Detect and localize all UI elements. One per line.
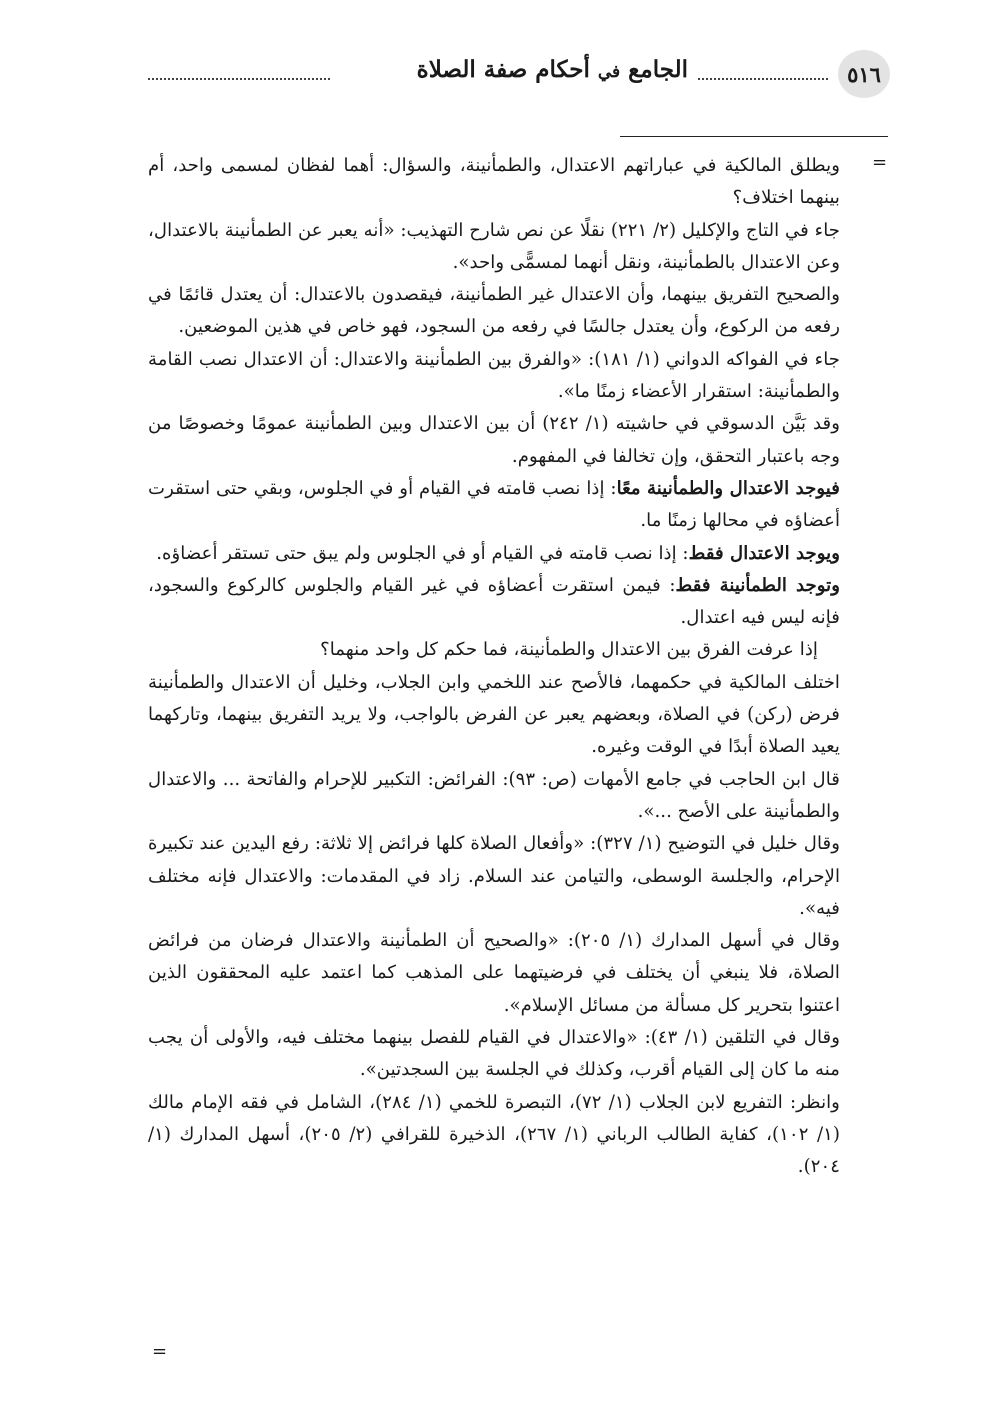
- bold-lead: فيوجد الاعتدال والطمأنينة معًا: [616, 477, 840, 499]
- footnote-paragraph: وانظر: التفريع لابن الجلاب (١/ ٧٢)، التبصرة للخمي (١/ ٢٨٤)، الشامل في فقه الإمام مالك (١/ ١٠٢)، كفاية الطالب الرباني (١/ ٢٦٧)، الذخيرة للقرافي (٢/ ٢٠٥)، أسهل المدارك (١/ ٢٠٤).: [148, 1091, 841, 1178]
- page-header: [148, 50, 890, 98]
- footnote-paragraph: وقد بَيَّن الدسوقي في حاشيته (١/ ٢٤٢) أن بين الاعتدال وبين الطمأنينة عمومًا وخصوصًا من وجه باعتبار التحقق، وإن تخالفا في المفهوم.: [148, 413, 840, 467]
- footnote-paragraph: وقال خليل في التوضيح (١/ ٣٢٧): «وأفعال الصلاة كلها فرائض إلا ثلاثة: رفع اليدين عند تكبيرة الإحرام، والجلسة الوسطى، والتيامن عند السلام. زاد في المقدمات: والاعتدال فإنه مختلف فيه».: [148, 833, 840, 919]
- book-title: [417, 56, 688, 83]
- footnote-paragraph: إذا عرفت الفرق بين الاعتدال والطمأنينة، فما حكم كل واحد منهما؟: [320, 639, 818, 661]
- footnote-paragraph: وقال في أسهل المدارك (١/ ٢٠٥): «والصحيح أن الطمأنينة والاعتدال فرضان من فرائض الصلاة، فلا ينبغي أن يختلف في فرضيتهما على المذهب كما اعتمد عليه المحققون الذين اعتنوا بتحرير كل مسألة من مسائل الإسلام».: [148, 930, 840, 1016]
- footnote-continuation-mark: =: [872, 152, 888, 173]
- footnote-paragraph: ويطلق المالكية في عباراتهم الاعتدال، والطمأنينة، والسؤال: أهما لفظان لمسمى واحد، أم بينهما اختلاف؟: [148, 155, 840, 209]
- footnote-body: [148, 150, 840, 1184]
- header-dotted-leader-left: [148, 78, 330, 80]
- footnote-end-continuation-mark: =: [152, 1341, 168, 1362]
- header-dotted-leader-right: [698, 78, 828, 80]
- footnote-paragraph: قال ابن الحاجب في جامع الأمهات (ص: ٩٣): الفرائض: التكبير للإحرام والفاتحة ... والاعتدال والطمأنينة على الأصح ...».: [148, 768, 840, 822]
- bold-lead: وتوجد الطمأنينة فقط: [675, 574, 840, 596]
- book-title-connector: في: [597, 62, 621, 82]
- footnote-paragraph: جاء في التاج والإكليل (٢/ ٢٢١) نقلًا عن نص شارح التهذيب: «أنه يعبر عن الطمأنينة بالاعتدال، وعن الاعتدال بالطمأنينة، ونقل أنهما لمسمًّى واحد».: [148, 219, 840, 273]
- footnote-paragraph: وتوجد الطمأنينة فقط: فيمن استقرت أعضاؤه في غير القيام والجلوس كالركوع والسجود، فإنه ليس فيه اعتدال.: [148, 574, 840, 629]
- book-title-rest: أحكام صفة الصلاة: [416, 56, 590, 83]
- page-number: ٥١٦: [838, 50, 890, 98]
- footnote-paragraph: اختلف المالكية في حكمهما، فالأصح عند اللخمي وابن الجلاب، وخليل أن الاعتدال والطمأنينة فرض (ركن) في الصلاة، وبعضهم يعبر عن الفرض بالواجب، ولا يريد التفريق بينهما، وتاركهما يعيد الصلاة أبدًا في الوقت وغيره.: [148, 671, 840, 758]
- footnote-paragraph: فيوجد الاعتدال والطمأنينة معًا: إذا نصب قامته في القيام أو في الجلوس، وبقي حتى استقرت أعضاؤه في محالها زمنًا ما.: [148, 477, 840, 532]
- bold-lead: ويوجد الاعتدال فقط: [688, 542, 840, 564]
- footnote-paragraph: جاء في الفواكه الدواني (١/ ١٨١): «والفرق بين الطمأنينة والاعتدال: أن الاعتدال نصب القامة والطمأنينة: استقرار الأعضاء زمنًا ما».: [148, 348, 841, 403]
- book-title-main: الجامع: [628, 56, 688, 83]
- footnote-paragraph: ويوجد الاعتدال فقط: إذا نصب قامته في القيام أو في الجلوس ولم يبق حتى تستقر أعضاؤه.: [156, 542, 840, 564]
- footnote-paragraph: والصحيح التفريق بينهما، وأن الاعتدال غير الطمأنينة، فيقصدون بالاعتدال: أن يعتدل قائمًا في رفعه من الركوع، وأن يعتدل جالسًا في رفعه من السجود، فهو خاص في هذين الموضعين.: [148, 284, 840, 338]
- footnote-separator: [620, 136, 888, 137]
- footnote-paragraph: وقال في التلقين (١/ ٤٣): «والاعتدال في القيام للفصل بينهما مختلف فيه، والأولى أن يجب منه ما كان إلى القيام أقرب، وكذلك في الجلسة بين السجدتين».: [148, 1027, 840, 1081]
